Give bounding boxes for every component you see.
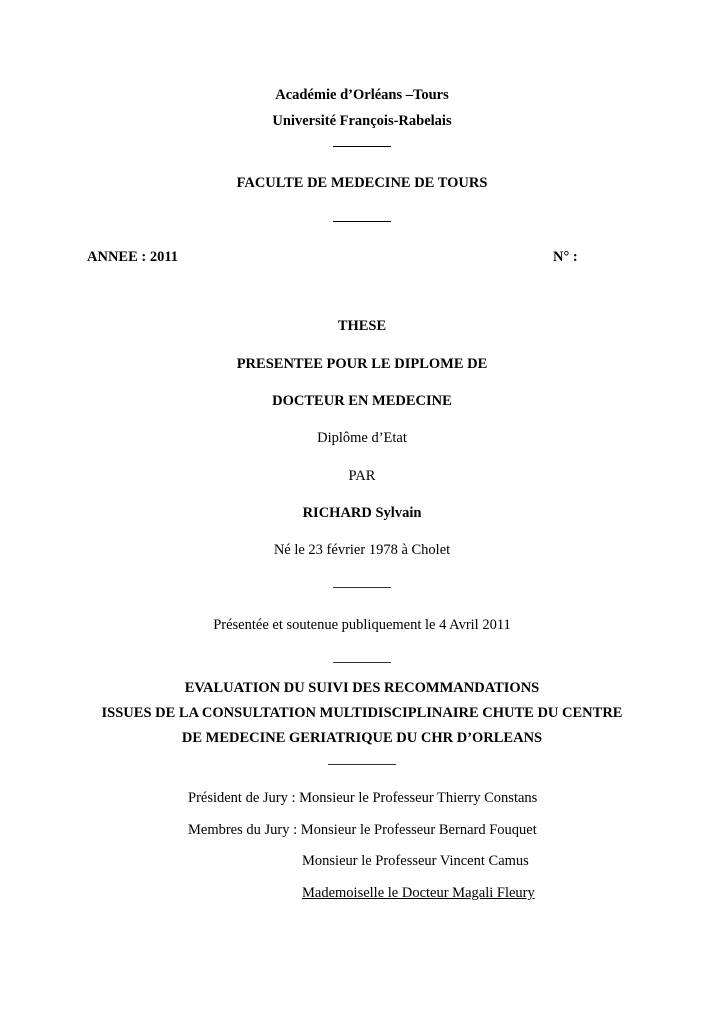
jury-president-row xyxy=(188,789,537,807)
divider xyxy=(333,146,391,147)
academy-name: Académie d’Orléans –Tours xyxy=(275,87,449,103)
subject-line-2: ISSUES DE LA CONSULTATION MULTIDISCIPLINAIRE CHUTE DU CENTRE xyxy=(101,705,623,721)
jury-president: Monsieur le Professeur Thierry Constans xyxy=(299,790,538,806)
jury-president-label: Président de Jury : xyxy=(188,790,296,806)
diploma-type: Diplôme d’Etat xyxy=(317,430,407,446)
jury-members-row xyxy=(188,821,537,839)
divider xyxy=(328,764,396,765)
birth-info: Né le 23 février 1978 à Cholet xyxy=(273,542,451,558)
thesis-title: THESE xyxy=(337,318,387,334)
divider xyxy=(333,221,391,222)
author-name: RICHARD Sylvain xyxy=(302,505,422,521)
subject-line-1: EVALUATION DU SUIVI DES RECOMMANDATIONS xyxy=(184,680,540,696)
jury-member-3: Mademoiselle le Docteur Magali Fleury xyxy=(302,885,535,901)
year-label: ANNEE : 2011 xyxy=(87,249,179,265)
number-label: N° : xyxy=(553,249,578,265)
jury-member-1: Monsieur le Professeur Bernard Fouquet xyxy=(300,822,537,838)
by-label: PAR xyxy=(348,468,376,484)
divider xyxy=(333,587,391,588)
jury-members-label: Membres du Jury : xyxy=(188,822,298,838)
degree-name: DOCTEUR EN MEDECINE xyxy=(272,393,452,409)
presented-for: PRESENTEE POUR LE DIPLOME DE xyxy=(236,356,488,372)
jury-member-2: Monsieur le Professeur Vincent Camus xyxy=(302,853,529,869)
defense-date: Présentée et soutenue publiquement le 4 Avril 2011 xyxy=(213,617,511,633)
university-name: Université François-Rabelais xyxy=(272,113,452,129)
subject-line-3: DE MEDECINE GERIATRIQUE DU CHR D’ORLEANS xyxy=(181,730,543,746)
faculty-name: FACULTE DE MEDECINE DE TOURS xyxy=(236,175,488,191)
divider xyxy=(333,662,391,663)
